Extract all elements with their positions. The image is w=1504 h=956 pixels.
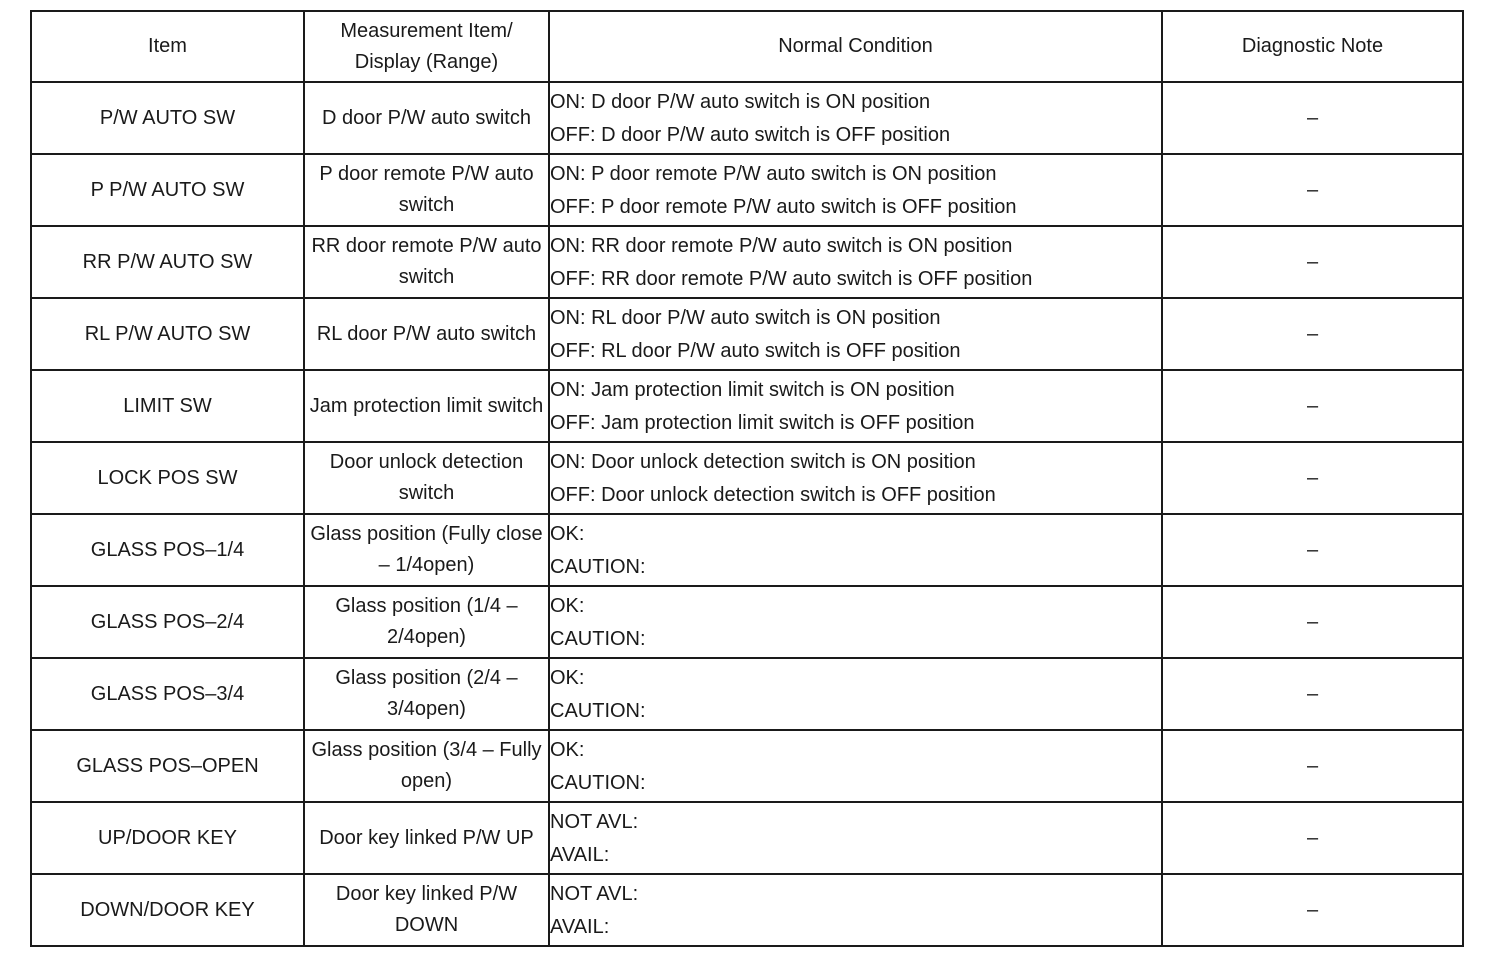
condition-cell bbox=[549, 82, 1162, 154]
measurement-cell: RR door remote P/W auto switch bbox=[304, 226, 549, 298]
condition-cell bbox=[549, 802, 1162, 874]
condition-cell bbox=[549, 226, 1162, 298]
condition-line: OFF: Jam protection limit switch is OFF position bbox=[550, 412, 975, 434]
note-cell: – bbox=[1162, 586, 1463, 658]
condition-line: NOT AVL: bbox=[550, 883, 639, 905]
diagnostic-data-table bbox=[30, 10, 1464, 947]
condition-cell bbox=[549, 514, 1162, 586]
condition-line: OFF: RR door remote P/W auto switch is OFF position bbox=[550, 268, 1033, 290]
measurement-cell: Glass position (1/4 – 2/4open) bbox=[304, 586, 549, 658]
condition-line: OFF: P door remote P/W auto switch is OFF position bbox=[550, 196, 1017, 218]
item-cell: GLASS POS–OPEN bbox=[31, 730, 304, 802]
header-measurement-line1: Measurement Item/ bbox=[340, 19, 513, 42]
condition-cell bbox=[549, 658, 1162, 730]
item-cell: LOCK POS SW bbox=[31, 442, 304, 514]
condition-line: CAUTION: bbox=[550, 556, 646, 578]
condition-line: ON: P door remote P/W auto switch is ON position bbox=[550, 163, 997, 185]
condition-line: ON: Door unlock detection switch is ON position bbox=[550, 451, 976, 473]
note-cell: – bbox=[1162, 442, 1463, 514]
note-cell: – bbox=[1162, 802, 1463, 874]
table-row bbox=[31, 658, 1463, 730]
condition-cell bbox=[549, 586, 1162, 658]
table-row bbox=[31, 298, 1463, 370]
item-cell: UP/DOOR KEY bbox=[31, 802, 304, 874]
condition-cell bbox=[549, 370, 1162, 442]
header-measurement bbox=[304, 11, 549, 82]
table-row bbox=[31, 82, 1463, 154]
item-cell: P/W AUTO SW bbox=[31, 82, 304, 154]
table-row bbox=[31, 226, 1463, 298]
table-header-row bbox=[31, 11, 1463, 82]
note-cell: – bbox=[1162, 874, 1463, 946]
item-cell: GLASS POS–1/4 bbox=[31, 514, 304, 586]
header-normal-condition: Normal Condition bbox=[549, 11, 1162, 82]
condition-line: ON: RR door remote P/W auto switch is ON position bbox=[550, 235, 1013, 257]
condition-line: OK: bbox=[550, 667, 585, 689]
header-measurement-line2: Display (Range) bbox=[354, 50, 499, 73]
measurement-cell: P door remote P/W auto switch bbox=[304, 154, 549, 226]
condition-line: OK: bbox=[550, 523, 585, 545]
measurement-cell: Glass position (3/4 – Fully open) bbox=[304, 730, 549, 802]
table-row bbox=[31, 802, 1463, 874]
measurement-cell: D door P/W auto switch bbox=[304, 82, 549, 154]
condition-line: ON: D door P/W auto switch is ON position bbox=[550, 91, 931, 113]
condition-line: CAUTION: bbox=[550, 700, 646, 722]
condition-line: CAUTION: bbox=[550, 628, 646, 650]
measurement-cell: RL door P/W auto switch bbox=[304, 298, 549, 370]
condition-line: AVAIL: bbox=[550, 916, 610, 938]
condition-line: OFF: Door unlock detection switch is OFF position bbox=[550, 484, 996, 506]
note-cell: – bbox=[1162, 226, 1463, 298]
note-cell: – bbox=[1162, 514, 1463, 586]
condition-cell bbox=[549, 874, 1162, 946]
header-diagnostic-note: Diagnostic Note bbox=[1162, 11, 1463, 82]
measurement-cell: Door unlock detection switch bbox=[304, 442, 549, 514]
table-row bbox=[31, 370, 1463, 442]
table-row bbox=[31, 514, 1463, 586]
condition-line: NOT AVL: bbox=[550, 811, 639, 833]
condition-line: AVAIL: bbox=[550, 844, 610, 866]
note-cell: – bbox=[1162, 298, 1463, 370]
header-item: Item bbox=[31, 11, 304, 82]
note-cell: – bbox=[1162, 658, 1463, 730]
item-cell: RL P/W AUTO SW bbox=[31, 298, 304, 370]
note-cell: – bbox=[1162, 730, 1463, 802]
condition-cell bbox=[549, 154, 1162, 226]
condition-line: OK: bbox=[550, 739, 585, 761]
condition-cell bbox=[549, 730, 1162, 802]
table-row bbox=[31, 586, 1463, 658]
measurement-cell: Glass position (2/4 – 3/4open) bbox=[304, 658, 549, 730]
item-cell: GLASS POS–2/4 bbox=[31, 586, 304, 658]
table-row bbox=[31, 874, 1463, 946]
condition-line: OFF: RL door P/W auto switch is OFF position bbox=[550, 340, 961, 362]
item-cell: LIMIT SW bbox=[31, 370, 304, 442]
condition-cell bbox=[549, 442, 1162, 514]
item-cell: DOWN/DOOR KEY bbox=[31, 874, 304, 946]
measurement-cell: Door key linked P/W UP bbox=[304, 802, 549, 874]
item-cell: GLASS POS–3/4 bbox=[31, 658, 304, 730]
condition-line: ON: RL door P/W auto switch is ON position bbox=[550, 307, 941, 329]
note-cell: – bbox=[1162, 82, 1463, 154]
table-row bbox=[31, 154, 1463, 226]
table-row bbox=[31, 442, 1463, 514]
measurement-cell: Glass position (Fully close – 1/4open) bbox=[304, 514, 549, 586]
item-cell: P P/W AUTO SW bbox=[31, 154, 304, 226]
measurement-cell: Jam protection limit switch bbox=[304, 370, 549, 442]
condition-cell bbox=[549, 298, 1162, 370]
note-cell: – bbox=[1162, 154, 1463, 226]
note-cell: – bbox=[1162, 370, 1463, 442]
condition-line: OK: bbox=[550, 595, 585, 617]
table-row bbox=[31, 730, 1463, 802]
measurement-cell: Door key linked P/W DOWN bbox=[304, 874, 549, 946]
condition-line: CAUTION: bbox=[550, 772, 646, 794]
item-cell: RR P/W AUTO SW bbox=[31, 226, 304, 298]
condition-line: OFF: D door P/W auto switch is OFF position bbox=[550, 124, 951, 146]
condition-line: ON: Jam protection limit switch is ON position bbox=[550, 379, 955, 401]
